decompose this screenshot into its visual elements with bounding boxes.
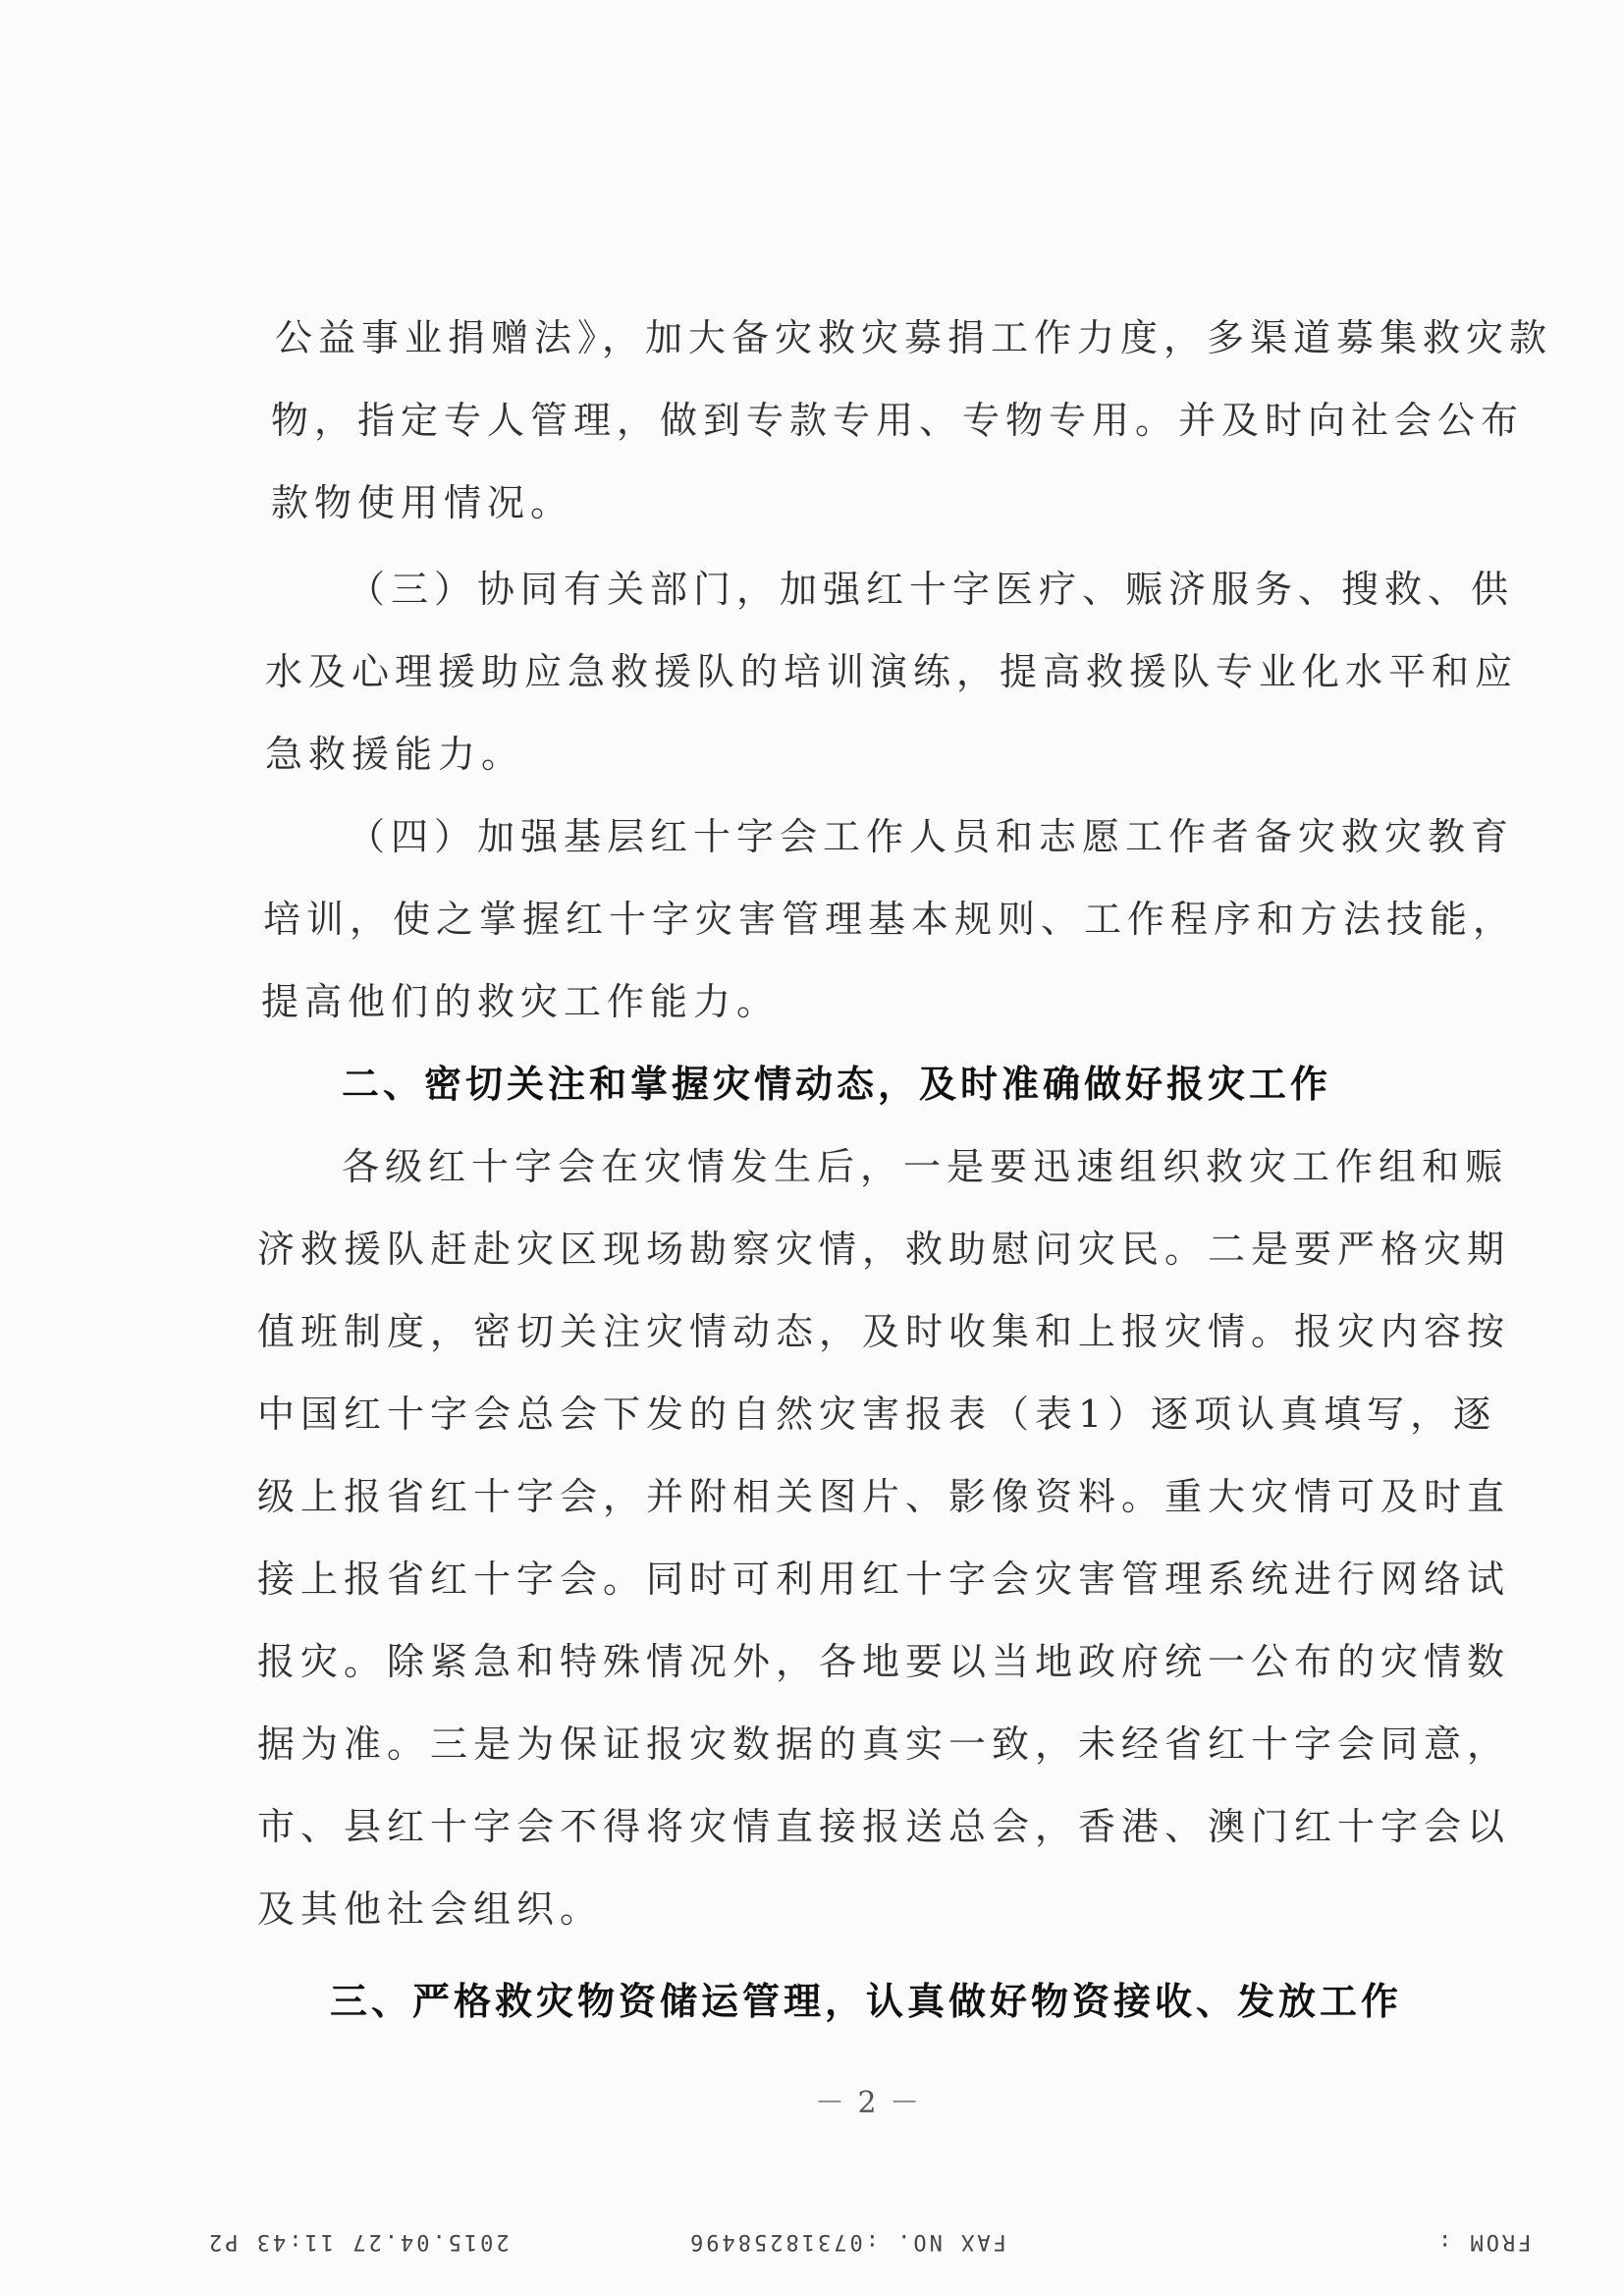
body-line-6: 急救援能力。: [265, 733, 525, 776]
body-line-19: 市、县红十字会不得将灾情直接报送总会，香港、澳门红十字会以: [257, 1805, 1511, 1848]
body-line-7: （四）加强基层红十字会工作人员和志愿工作者备灾救灾教育: [348, 815, 1515, 858]
body-line-11: 各级红十字会在灾情发生后，一是要迅速组织救灾工作组和赈: [342, 1145, 1509, 1188]
body-line-12: 济救援队赶赴灾区现场勘察灾情，救助慰问灾民。二是要严格灾期: [257, 1228, 1511, 1271]
body-line-1: 公益事业捐赠法》，加大备灾救灾募捐工作力度，多渠道募集救灾款: [275, 316, 1553, 359]
body-line-8: 培训，使之掌握红十字灾害管理基本规则、工作程序和方法技能，: [263, 898, 1517, 941]
body-line-14: 中国红十字会总会下发的自然灾害报表（表1）逐项认真填写，逐: [257, 1393, 1497, 1436]
page-number: － 2 －: [815, 2086, 922, 2120]
body-line-20: 及其他社会组织。: [257, 1887, 604, 1931]
body-line-15: 级上报省红十字会，并附相关图片、影像资料。重大灾情可及时直: [257, 1475, 1511, 1518]
section-heading-2: 二、密切关注和掌握灾情动态，及时准确做好报灾工作: [342, 1063, 1332, 1106]
fax-number: FAX NO. :07318258496: [687, 2229, 1006, 2254]
fax-datetime: 2015.04.27 11:43 P2: [206, 2229, 510, 2254]
body-line-16: 接上报省红十字会。同时可利用红十字会灾害管理系统进行网络试: [257, 1558, 1511, 1601]
fax-from-label: FROM :: [1435, 2229, 1532, 2254]
section-heading-3: 三、严格救灾物资储运管理，认真做好物资接收、发放工作: [330, 1980, 1403, 2023]
body-line-2: 物，指定专人管理，做到专款专用、专物专用。并及时向社会公布: [271, 399, 1525, 442]
body-line-17: 报灾。除紧急和特殊情况外，各地要以当地政府统一公布的灾情数: [257, 1640, 1511, 1683]
body-line-9: 提高他们的救灾工作能力。: [261, 980, 781, 1023]
body-line-13: 值班制度，密切关注灾情动态，及时收集和上报灾情。报灾内容按: [257, 1310, 1511, 1353]
body-line-3: 款物使用情况。: [271, 481, 574, 524]
body-line-4: （三）协同有关部门，加强红十字医疗、赈济服务、搜救、供: [348, 568, 1515, 611]
body-line-18: 据为准。三是为保证报灾数据的真实一致，未经省红十字会同意，: [257, 1722, 1511, 1766]
body-line-5: 水及心理援助应急救援队的培训演练，提高救援队专业化水平和应: [265, 650, 1519, 693]
